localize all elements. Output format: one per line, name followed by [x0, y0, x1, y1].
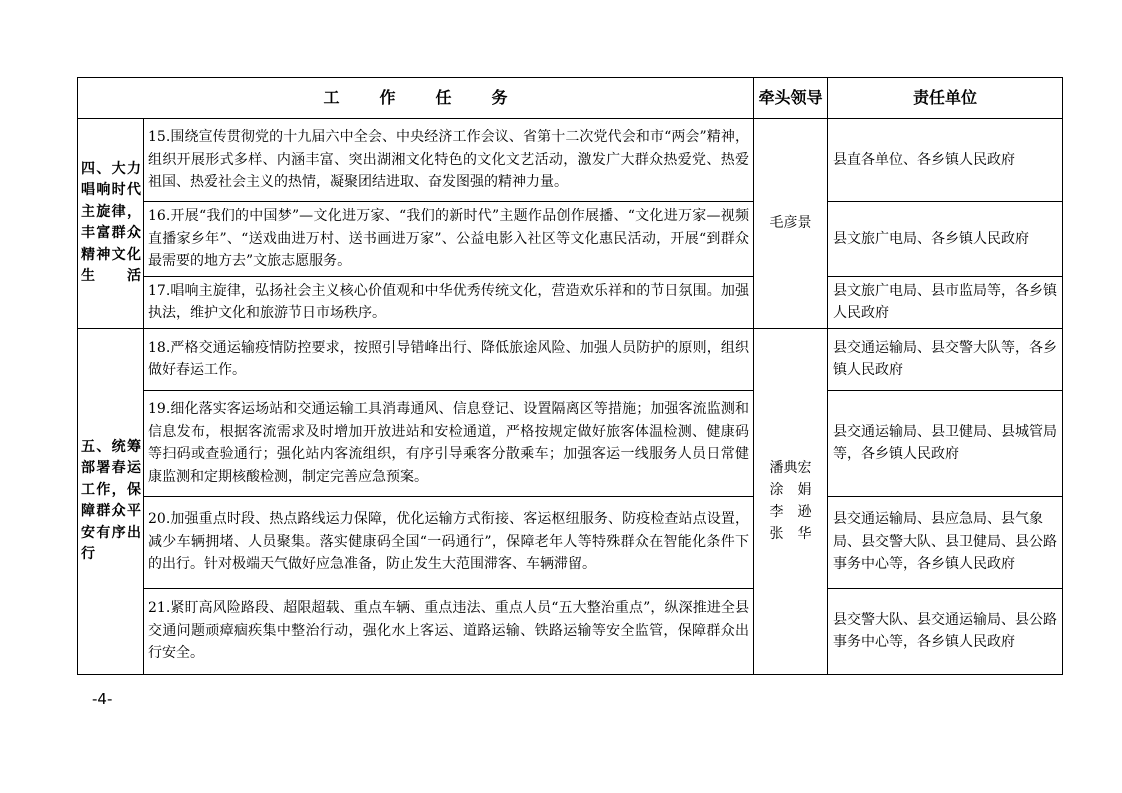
- table-row: [78, 202, 1063, 277]
- section-category: 五、统筹部署春运工作，保障群众平安有序出行: [78, 328, 144, 674]
- leader-name: 张 华: [769, 526, 812, 542]
- section-category: 四、大力唱响时代主旋律，丰富群众精神文化生活: [78, 119, 144, 329]
- task-text: 19.细化落实客运场站和交通运输工具消毒通风、信息登记、设置隔离区等措施；加强客流监测和信息发布，根据客流需求及时增加开放进站和安检通道，严格按规定做好旅客体温检测、健康码等扫码或查验通行；强化站内客流组织，有序引导乘客分散乘车；加强客运一线服务人员日常健康监测和定期核酸检测，制定完善应急预案。: [144, 390, 754, 496]
- responsible-unit: 县直各单位、各乡镇人民政府: [828, 119, 1063, 202]
- responsible-unit: 县交通运输局、县卫健局、县城管局等，各乡镇人民政府: [828, 390, 1063, 496]
- table-row: [78, 496, 1063, 588]
- leader-name: 李 逊: [769, 504, 812, 520]
- lead-leader-cell: [754, 328, 828, 674]
- responsible-unit: 县交通运输局、县交警大队等，各乡镇人民政府: [828, 328, 1063, 390]
- table-header-row: [78, 78, 1063, 119]
- task-text: 16.开展“我们的中国梦”—文化进万家、“我们的新时代”主题作品创作展播、“文化进万家—视频直播家乡年”、“送戏曲进万村、送书画进万家”、公益电影入社区等文化惠民活动，开展“到群众最需要的地方去”文旅志愿服务。: [144, 202, 754, 277]
- lead-leader-cell: [754, 119, 828, 329]
- header-leader: 牵头领导: [754, 78, 828, 119]
- header-task: 工作任务: [78, 78, 754, 119]
- leader-name: 毛彦景: [769, 215, 812, 232]
- page-number: -4-: [92, 690, 113, 708]
- table-row: [78, 119, 1063, 202]
- table-row: [78, 328, 1063, 390]
- table-row: [78, 276, 1063, 328]
- table-row: [78, 588, 1063, 674]
- task-text: 17.唱响主旋律，弘扬社会主义核心价值观和中华优秀传统文化，营造欢乐祥和的节日氛围。加强执法，维护文化和旅游节日市场秩序。: [144, 276, 754, 328]
- responsible-unit: 县文旅广电局、各乡镇人民政府: [828, 202, 1063, 277]
- task-text: 21.紧盯高风险路段、超限超载、重点车辆、重点违法、重点人员“五大整治重点”，纵深推进全县交通问题顽瘴痼疾集中整治行动，强化水上客运、道路运输、铁路运输等安全监管，保障群众出行安全。: [144, 588, 754, 674]
- header-unit: 责任单位: [828, 78, 1063, 119]
- leader-name: 潘典宏: [769, 460, 812, 476]
- task-text: 20.加强重点时段、热点路线运力保障，优化运输方式衔接、客运枢纽服务、防疫检查站点设置，减少车辆拥堵、人员聚集。落实健康码全国“一码通行”，保障老年人等特殊群众在智能化条件下的出行。针对极端天气做好应急准备，防止发生大范围滞客、车辆滞留。: [144, 496, 754, 588]
- leader-name: 涂 娟: [769, 482, 812, 498]
- task-text: 18.严格交通运输疫情防控要求，按照引导错峰出行、降低旅途风险、加强人员防护的原则，组织做好春运工作。: [144, 328, 754, 390]
- task-table: [77, 77, 1063, 675]
- responsible-unit: 县交通运输局、县应急局、县气象局、县交警大队、县卫健局、县公路事务中心等，各乡镇人民政府: [828, 496, 1063, 588]
- responsible-unit: 县交警大队、县交通运输局、县公路事务中心等，各乡镇人民政府: [828, 588, 1063, 674]
- table-row: [78, 390, 1063, 496]
- responsible-unit: 县文旅广电局、县市监局等，各乡镇人民政府: [828, 276, 1063, 328]
- task-text: 15.围绕宣传贯彻党的十九届六中全会、中央经济工作会议、省第十二次党代会和市“两会”精神，组织开展形式多样、内涵丰富、突出湖湘文化特色的文化文艺活动，激发广大群众热爱党、热爱祖国、热爱社会主义的热情，凝聚团结进取、奋发图强的精神力量。: [144, 119, 754, 202]
